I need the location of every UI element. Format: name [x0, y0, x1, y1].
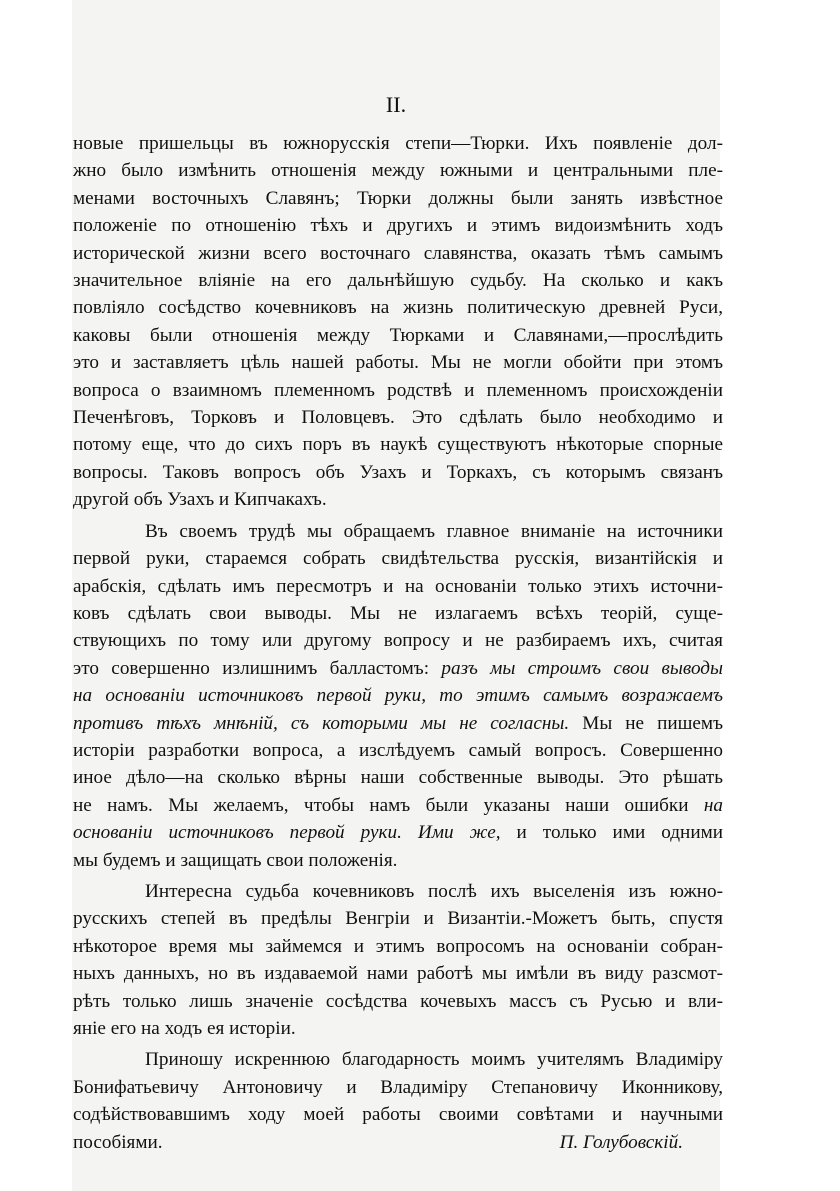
author-signature: П. Голубовскій.	[559, 1131, 683, 1153]
text-line: менами восточныхъ Славянъ; Тюрки должны были занять извѣстное	[73, 187, 723, 209]
text-line: это и заставляетъ цѣль нашей работы. Мы не могли обойти при этомъ	[73, 352, 723, 374]
paragraph-1	[73, 130, 723, 514]
text-span: и только ими одними	[516, 822, 723, 844]
text-line: исторической жизни всего восточнаго славянства, оказать тѣмъ самымъ	[73, 242, 723, 264]
text-line: ствующихъ по тому или другому вопросу и не разбираемъ ихъ, считая	[73, 630, 723, 652]
text-line: арабскія, сдѣлать имъ пересмотръ и на основаніи только этихъ источни-	[73, 575, 723, 597]
text-line: русскихъ степей въ предѣлы Венгріи и Византіи.-Можетъ быть, спустя	[73, 908, 723, 930]
text-line	[73, 655, 723, 682]
paragraph-4	[73, 1046, 723, 1156]
text-line: рѣть только лишь значеніе сосѣдства кочевыхъ массъ съ Русью и вли-	[73, 990, 723, 1012]
italic-span: основаніи источниковъ первой руки. Ими же,	[73, 822, 501, 844]
text-line: Приношу искреннюю благодарность моимъ учителямъ Владиміру	[145, 1049, 723, 1071]
italic-span: на	[703, 794, 723, 816]
italic-span: противъ тѣхъ мнѣній, съ которыми мы не согласны.	[73, 712, 570, 734]
text-line: повліяло сосѣдство кочевниковъ на жизнь политическую древней Руси,	[73, 297, 723, 319]
text-line: каковы были отношенія между Тюрками и Славянами,—прослѣдить	[73, 324, 723, 346]
text-line: содѣйствовавшимъ ходу моей работы своими совѣтами и научными	[73, 1104, 723, 1126]
page-number: II.	[385, 92, 407, 117]
text-line: новые пришельцы въ южнорусскія степи—Тюрки. Ихъ появленіе дол-	[73, 133, 723, 154]
text-line: исторіи разработки вопроса, а изслѣдуемъ самый вопросъ. Совершенно	[73, 739, 723, 761]
text-line: нѣкоторое время мы займемся и этимъ вопросомъ на основаніи собран-	[73, 935, 723, 957]
text-line: иное дѣло—на сколько вѣрны наши собственные выводы. Это рѣшать	[73, 767, 723, 789]
text-line	[73, 792, 723, 819]
text-line: значительное вліяніе на его дальнѣйшую судьбу. На сколько и какъ	[73, 270, 723, 292]
text-line: мы будемъ и защищать свои положенія.	[73, 849, 398, 871]
text-line: Печенѣговъ, Торковъ и Половцевъ. Это сдѣлать было необходимо и	[73, 407, 723, 429]
text-line: потому еще, что до сихъ поръ въ наукѣ существуютъ нѣкоторые спорные	[73, 434, 723, 456]
italic-line: на основаніи источниковъ первой руки, то этимъ самымъ возражаемъ	[73, 685, 723, 707]
text-span: это совершенно излишнимъ балластомъ:	[73, 657, 430, 679]
text-line: Интересна судьба кочевниковъ послѣ ихъ выселенія изъ южно-	[145, 880, 723, 902]
text-line: вопроса о взаимномъ племенномъ родствѣ и племенномъ происхожденіи	[73, 379, 723, 401]
body-text	[73, 130, 723, 1156]
text-line: вопросы. Таковъ вопросъ объ Узахъ и Торкахъ, съ которымъ связанъ	[73, 461, 723, 483]
text-line: первой руки, стараемся собрать свидѣтельства русскія, византійскія и	[73, 548, 723, 570]
text-line	[73, 710, 723, 737]
closing-row	[73, 1129, 723, 1156]
text-line: жно было измѣнить отношенія между южными и центральными пле-	[73, 160, 723, 182]
paragraph-3	[73, 878, 723, 1042]
text-line: ковъ сдѣлать свои выводы. Мы не излагаемъ всѣхъ теорій, суще-	[73, 602, 723, 624]
text-line: другой объ Узахъ и Кипчакахъ.	[73, 489, 327, 511]
text-line: Въ своемъ трудѣ мы обращаемъ главное вниманіе на источники	[145, 520, 723, 542]
text-line	[73, 819, 723, 846]
text-line: Бонифатьевичу Антоновичу и Владиміру Степановичу Иконникову,	[73, 1076, 723, 1098]
paragraph-2	[73, 518, 723, 874]
text-line: положеніе по отношенію тѣхъ и другихъ и этимъ видоизмѣнить ходъ	[73, 215, 723, 237]
text-line: ныхъ данныхъ, но въ издаваемой нами работѣ мы имѣли въ виду разсмот-	[73, 963, 723, 985]
text-line: яніе его на ходъ ея исторіи.	[73, 1018, 296, 1039]
text-span: Мы не пишемъ	[582, 712, 724, 734]
text-span: не намъ. Мы желаемъ, чтобы намъ были указаны наши ошибки	[73, 794, 689, 816]
text-span: пособіями.	[73, 1131, 163, 1153]
italic-span: разъ мы строимъ свои выводы	[441, 657, 723, 679]
